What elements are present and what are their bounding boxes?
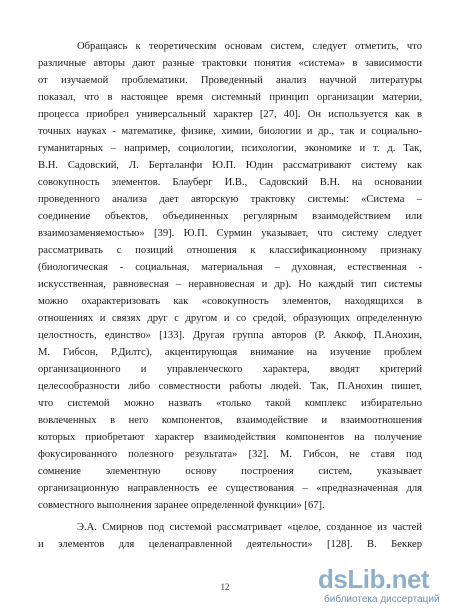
paragraph-1-line-13: рассматривать с позиций отношения к классификационному признаку [38, 245, 422, 256]
paragraph-1-line-7: гуманитарных – например, социологии, психологии, экономике и т. д. Так, [38, 143, 422, 154]
paragraph-1-line-6: точных науках - математике, физике, химии, биологии и др., так и социально- [38, 126, 422, 137]
paragraph-1-line-28: совместного выполнения заранее определенной функции» [67]. [38, 500, 325, 511]
paragraph-1-line-1: Обращаясь к теоретическим основам систем, следует отметить, что [77, 41, 422, 52]
paragraph-1-line-18: целостность, единство» [133]. Другая группа авторов (Р. Аккоф, П.Анохин, [38, 330, 422, 341]
paragraph-1-line-14: (биологическая - социальная, материальная – духовная, естественная - [38, 262, 422, 273]
watermark [318, 564, 446, 612]
paragraph-1-line-23: вовлеченных в него компонентов, взаимодействие и взаимоотношения [38, 415, 422, 426]
paragraph-2-line-2: и элементов для целенаправленной деятельности» [128]. В. Беккер [38, 539, 422, 550]
paragraph-1-line-4: показал, что в настоящее время системный принцип организации материи, [38, 92, 422, 103]
paragraph-1-line-12: взаимозаменяемостью» [39]. Ю.П. Сурмин указывает, что систему следует [38, 228, 422, 239]
paragraph-1-line-25: фокусированного полезного результата» [32]. М. Гибсон, не ставя под [38, 449, 422, 460]
paragraph-1-line-27: организационную направленность ее существования – «предназначенная для [38, 483, 422, 494]
paragraph-1-line-16: можно охарактеризовать как «совокупность элементов, находящихся в [38, 296, 422, 307]
paragraph-1-line-20: организационного и управленческого характера, вводят критерий [38, 364, 422, 375]
watermark-logo [318, 564, 446, 594]
paragraph-1-line-9: совокупность элементов. Блауберг И.В., Садовский В.Н. на основании [38, 177, 422, 188]
paragraph-1-line-26: сомнение элементную основу построения систем, указывает [38, 466, 422, 477]
paragraph-1-line-3: от изучаемой проблематики. Проведенный анализ научной литературы [38, 75, 422, 86]
paragraph-1-line-10: проведенного анализа дает авторскую трактовку системы: «Система – [38, 194, 422, 205]
paragraph-1-line-17: отношениях и связях друг с другом и со средой, образующих определенную [38, 313, 422, 324]
watermark-logo-dot: . [384, 564, 392, 594]
paragraph-1-line-5: процесса приобрел универсальный характер [27, 40]. Он используется как в [38, 109, 422, 120]
watermark-logo-tld: net [391, 564, 430, 594]
page-number: 12 [220, 582, 230, 592]
watermark-subtitle: библиотека диссертаций [324, 594, 440, 605]
paragraph-1-line-15: искусственная, равновесная – неравновесная и др). Но каждый тип системы [38, 279, 422, 290]
paragraph-2-line-1: Э.А. Смирнов под системой рассматривает «целое, созданное из частей [77, 522, 422, 533]
paragraph-1-line-2: различные авторы дают разные трактовки понятия «система» в зависимости [38, 58, 422, 69]
paragraph-1-line-21: целесообразности либо совместности работы людей. Так, П.Анохин пишет, [38, 381, 422, 392]
paragraph-1-line-24: которых приобретают характер взаимодействия компонентов на получение [38, 432, 422, 443]
paragraph-1-line-22: что системой можно назвать «только такой комплекс избирательно [38, 398, 422, 409]
paragraph-1-line-8: В.Н. Садовский, Л. Берталанфи Ю.П. Юдин рассматривают систему как [38, 160, 422, 171]
paragraph-1-line-11: соединение объектов, объединенных регулярным взаимодействием или [38, 211, 422, 222]
paragraph-1-line-19: М. Гибсон, Р.Дилтс), акцентирующая внимание на изучение проблем [38, 347, 422, 358]
watermark-logo-main: dsLib [318, 564, 385, 594]
